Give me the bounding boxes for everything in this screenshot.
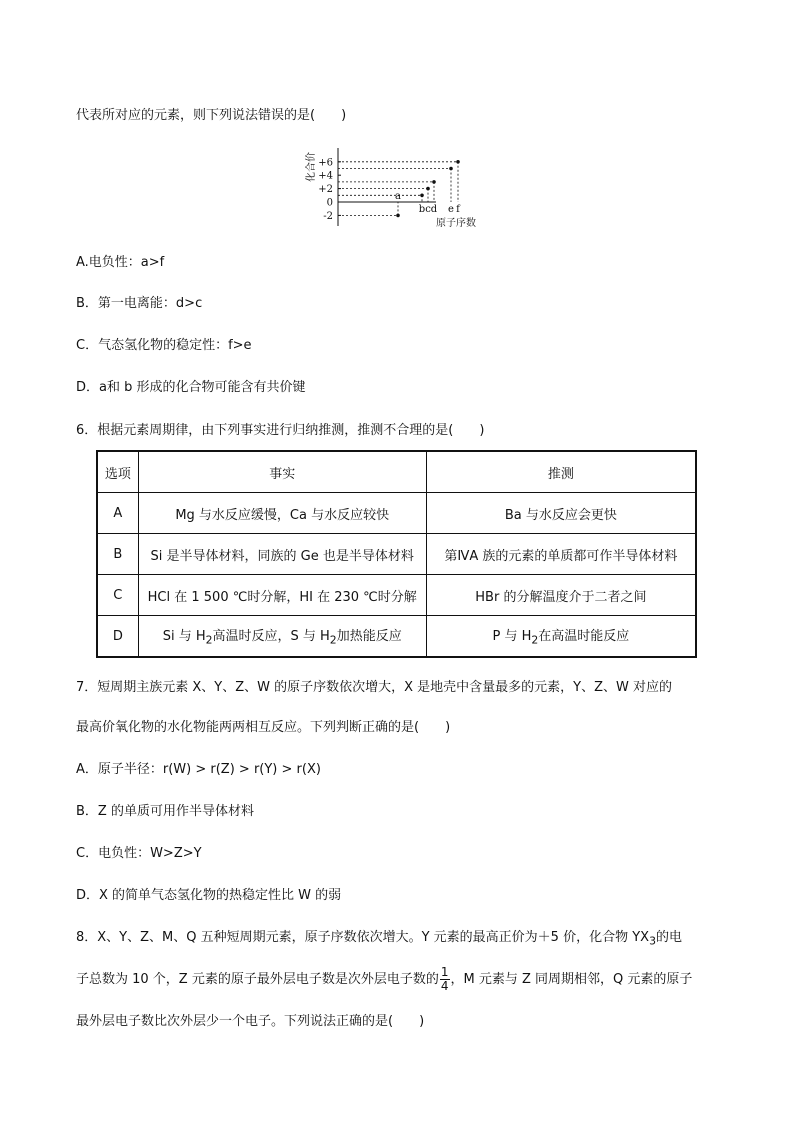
question-6-stem: 6．根据元素周期律，由下列事实进行归纳推测，推测不合理的是( ) [76,423,485,438]
point-label-f: f [456,204,460,215]
data-point-a [396,214,400,218]
x-axis-label: 原子序数 [436,218,476,229]
row-fact: HCl 在 1 500 ℃时分解，HI 在 230 ℃时分解 [138,575,426,616]
header-option: 选项 [97,451,138,493]
data-point-e [449,167,453,171]
valence-chart [296,140,506,232]
q7-option-a: A．原子半径：r(W) > r(Z) > r(Y) > r(X) [76,762,321,777]
row-option: A [97,493,138,534]
facts-table [96,450,697,658]
data-point-d [432,180,436,184]
header-guess: 推测 [426,451,696,493]
row-fact: Mg 与水反应缓慢，Ca 与水反应较快 [138,493,426,534]
q7-option-d: D．X 的简单气态氢化物的热稳定性比 W 的弱 [76,888,342,903]
q7-option-c: C．电负性：W>Z>Y [76,846,202,861]
point-label-c: c [425,204,431,215]
point-label-d: d [430,204,438,215]
point-label-b: b [418,204,426,215]
row-guess: P 与 $H_2$在高温时能反应 [426,616,696,658]
row-option: B [97,534,138,575]
data-point-f [456,160,460,164]
y-tick-label: -2 [323,210,333,222]
header-fact: 事实 [138,451,426,493]
question-5-stem: 代表所对应的元素，则下列说法错误的是( ) [76,108,347,123]
row-fact: Si 与 $H_2$高温时反应，S 与 $H_2$加热能反应 [138,616,426,658]
table-row [97,616,696,658]
q5-option-c: C．气态氢化物的稳定性：f>e [76,338,252,353]
y-axis-label: 化合价 [306,152,317,182]
point-label-a: a [395,191,401,202]
question-8-line2: 子总数为 10 个，Z 元素的原子最外层电子数是次外层电子数的 $\frac{1}{4}$ ，M 元素与 Z 同周期相邻，Q 元素的原子 [76,965,693,993]
question-7-stem-line2: 最高价氧化物的水化物能两两相互反应。下列判断正确的是( ) [76,720,451,735]
fraction-one-quarter: $\frac{1}{4}$ [440,965,449,993]
y-tick-label: +6 [318,157,333,169]
q5-option-b: B．第一电离能：d>c [76,296,203,311]
table-row [97,493,696,534]
question-7-stem-line1: 7．短周期主族元素 X、Y、Z、W 的原子序数依次增大，X 是地壳中含量最多的元素，Y、Z、W 对应的 [76,680,673,695]
q5-option-d: D．a和 b 形成的化合物可能含有共价键 [76,380,306,395]
data-point-c [426,187,430,191]
row-option: D [97,616,138,658]
data-point-b [420,194,424,198]
table-row [97,534,696,575]
table-header-row [97,451,696,493]
table-row [97,575,696,616]
y-tick-label: +2 [318,184,333,196]
question-8-line3: 最外层电子数比次外层少一个电子。下列说法正确的是( ) [76,1014,425,1029]
y-tick-label: +4 [318,170,333,182]
row-guess: Ba 与水反应会更快 [426,493,696,534]
y-tick-label: 0 [326,197,333,209]
q7-option-b: B．Z 的单质可用作半导体材料 [76,804,254,819]
point-label-e: e [448,204,454,215]
question-8-line1: 8．X、Y、Z、M、Q 五种短周期元素，原子序数依次增大。Y 元素的最高正价为＋5 价，化合物 $YX_3$的电 [76,930,682,948]
row-guess: HBr 的分解温度介于二者之间 [426,575,696,616]
row-guess: 第ⅣA 族的元素的单质都可作半导体材料 [426,534,696,575]
row-option: C [97,575,138,616]
q5-option-a: A.电负性：a>f [76,255,165,270]
row-fact: Si 是半导体材料，同族的 Ge 也是半导体材料 [138,534,426,575]
